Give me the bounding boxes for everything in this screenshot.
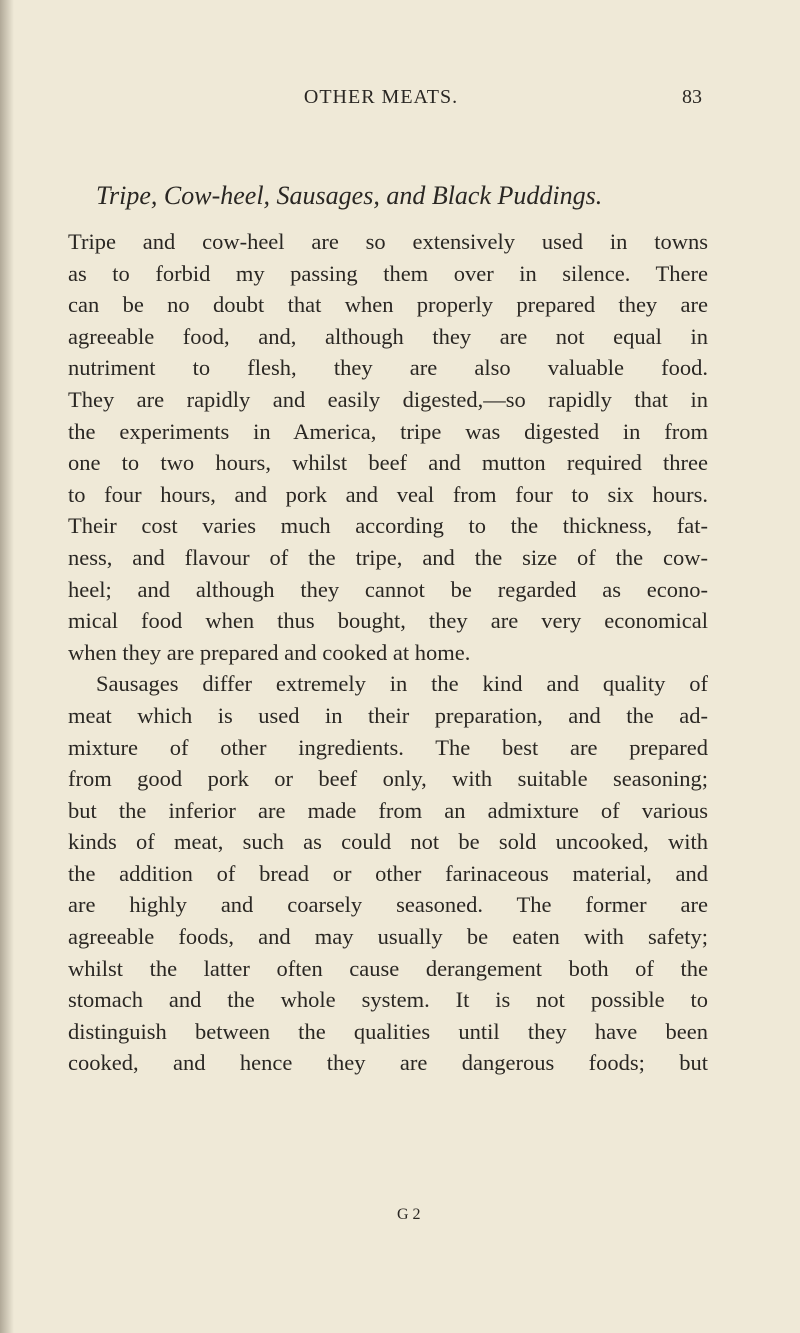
page-edge-shadow <box>0 0 14 1333</box>
text-line: mical food when thus bought, they are very economical <box>68 608 708 634</box>
text-line: but the inferior are made from an admixture of various <box>68 797 708 823</box>
text-line: one to two hours, whilst beef and mutton required three <box>68 450 708 476</box>
text-line: Sausages differ extremely in the kind and quality of <box>96 671 708 697</box>
text-line: the experiments in America, tripe was digested in from <box>68 418 708 444</box>
text-line: nutriment to flesh, they are also valuable food. <box>68 355 708 381</box>
text-line: from good pork or beef only, with suitable seasoning; <box>68 766 708 792</box>
text-line: are highly and coarsely seasoned. The former are <box>68 892 708 918</box>
section-title: Tripe, Cow-heel, Sausages, and Black Puddings. <box>96 181 603 210</box>
text-line: kinds of meat, such as could not be sold uncooked, with <box>68 829 708 855</box>
text-line: heel; and although they cannot be regarded as econo- <box>68 576 708 602</box>
text-line: Their cost varies much according to the thickness, fat- <box>68 513 708 539</box>
text-line: as to forbid my passing them over in silence. There <box>68 260 708 286</box>
text-line: agreeable food, and, although they are not equal in <box>68 323 708 349</box>
text-line: mixture of other ingredients. The best are prepared <box>68 734 708 760</box>
body-text <box>68 226 708 1079</box>
signature-mark: G 2 <box>397 1206 421 1223</box>
text-line: can be no doubt that when properly prepared they are <box>68 292 708 318</box>
text-line: the addition of bread or other farinaceous material, and <box>68 860 708 886</box>
text-line: stomach and the whole system. It is not possible to <box>68 987 708 1013</box>
text-line: Tripe and cow-heel are so extensively used in towns <box>68 229 708 254</box>
text-line: when they are prepared and cooked at home. <box>68 639 471 665</box>
running-title: OTHER MEATS. <box>303 86 459 108</box>
text-line: cooked, and hence they are dangerous foods; but <box>68 1050 708 1076</box>
text-line: meat which is used in their preparation, and the ad- <box>68 702 708 728</box>
text-line: ness, and flavour of the tripe, and the size of the cow- <box>68 544 708 570</box>
text-line: distinguish between the qualities until they have been <box>68 1018 708 1044</box>
page-number: 83 <box>682 86 702 108</box>
text-line: whilst the latter often cause derangement both of the <box>68 955 708 981</box>
text-line: agreeable foods, and may usually be eaten with safety; <box>68 924 708 950</box>
text-line: They are rapidly and easily digested,—so rapidly that in <box>68 386 708 412</box>
text-line: to four hours, and pork and veal from four to six hours. <box>68 481 708 507</box>
running-head <box>60 86 702 116</box>
